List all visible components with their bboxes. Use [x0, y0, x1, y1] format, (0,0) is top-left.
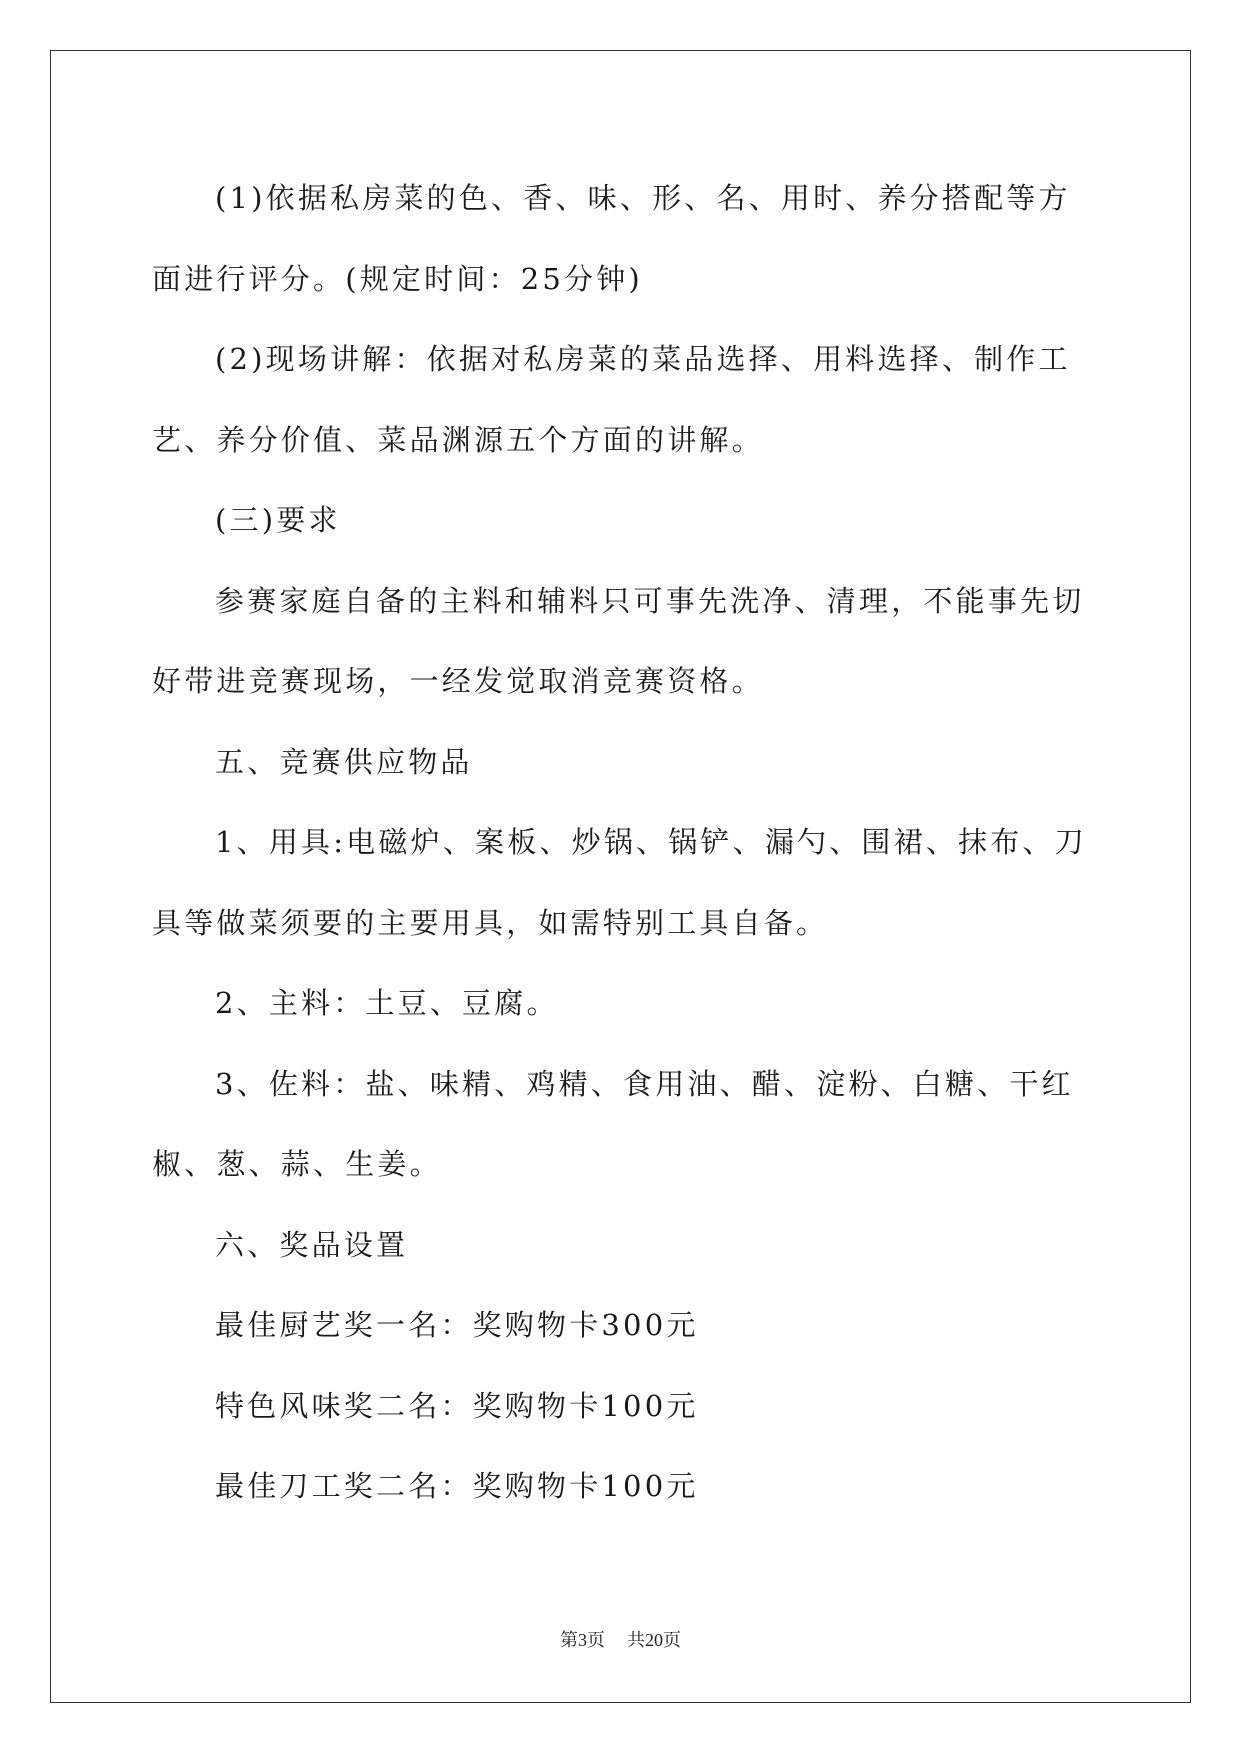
page-total: 共20页: [627, 1630, 681, 1650]
list-item-seasonings: 3、佐料：盐、味精、鸡精、食用油、醋、淀粉、白糖、干红椒、葱、蒜、生姜。: [152, 1066, 1074, 1181]
paragraph-requirements: 参赛家庭自备的主料和辅料只可事先洗净、清理，不能事先切好带进竞赛现场，一经发觉取消竞赛资格。: [152, 583, 1085, 698]
paragraph-scoring: (1)依据私房菜的色、香、味、形、名、用时、养分搭配等方面进行评分。(规定时间：25分钟): [152, 181, 1071, 296]
prize-item-flavor: 特色风味奖二名：奖购物卡100元: [215, 1388, 699, 1423]
page-number: 第3页: [560, 1630, 605, 1650]
list-item-utensils: 1、用具:电磁炉、案板、炒锅、锅铲、漏勺、围裙、抹布、刀具等做菜须要的主要用具，如需特别工具自备。: [152, 825, 1087, 940]
prize-item-cooking: 最佳厨艺奖一名：奖购物卡300元: [215, 1308, 699, 1342]
section-heading-requirements: (三)要求: [215, 503, 341, 537]
document-body: [152, 158, 1092, 1527]
section-heading-supplies: 五、竞赛供应物品: [215, 744, 473, 779]
paragraph-explanation: (2)现场讲解：依据对私房菜的菜品选择、用料选择、制作工艺、养分价值、菜品渊源五个方面的讲解。: [152, 342, 1071, 457]
prize-item-knife: 最佳刀工奖二名：奖购物卡100元: [215, 1469, 699, 1503]
page-footer: [0, 1626, 1241, 1652]
section-heading-prizes: 六、奖品设置: [215, 1227, 409, 1262]
list-item-main-ingredients: 2、主料：土豆、豆腐。: [215, 986, 559, 1020]
